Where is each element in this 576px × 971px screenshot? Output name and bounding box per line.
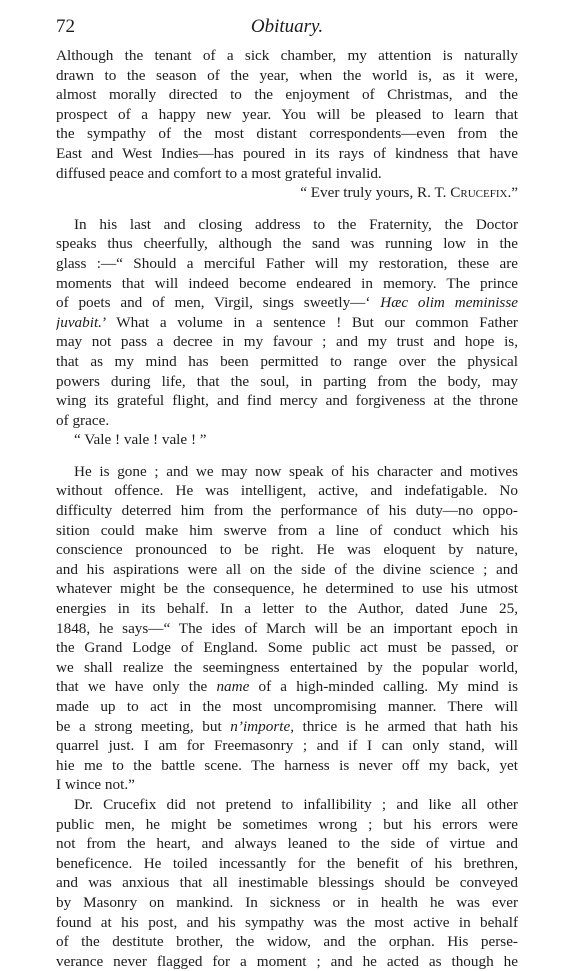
text-line: He is gone ; and we may now speak of his character and motives (74, 462, 518, 480)
letter-paragraph (56, 46, 518, 203)
running-title: Obituary. (250, 16, 324, 37)
letter-signature (56, 183, 518, 203)
text-run: of poets and of men, Virgil, sings sweetly—‘ (56, 294, 381, 312)
text-line: found at his post, and his sympathy was the most active in behalf (56, 913, 518, 931)
signature-end: .” (507, 184, 518, 202)
text-line: I wince not.” (56, 776, 135, 794)
latin-quote-end: juvabit. (56, 313, 102, 331)
text-line: prospect of a happy new year. You will be pleased to learn that (56, 105, 518, 123)
paragraph-character (56, 462, 518, 795)
text-line: almost morally directed to the enjoyment of Christmas, and the (56, 86, 518, 104)
text-line: sition could make him swerve from a line of conduct which his (56, 521, 518, 539)
text-line: wing its grateful flight, and find mercy and forgiveness at the throne (56, 392, 518, 410)
text-line: by Masonry on mankind. In sickness or in health he was ever (56, 893, 518, 911)
text-line: Dr. Crucefix did not pretend to infallibility ; and like all other (74, 795, 518, 813)
text-line: drawn to the season of the year, when the world is, as it were, (56, 66, 518, 84)
text-run: be a strong meeting, but (56, 717, 231, 735)
text-line: “ Vale ! vale ! vale ! ” (74, 431, 207, 449)
emphasis: n’importe, (230, 717, 294, 735)
text-line: not from the heart, and always leaned to the side of virtue and (56, 835, 518, 853)
text-line: we shall realize the seemingness entertained by the popular world, (56, 658, 518, 676)
text-line: hie me to the battle scene. The harness is never off my back, yet (56, 756, 518, 774)
text-run: thrice is he armed that hath his (294, 717, 518, 735)
text-run: of a high-minded calling. My mind is (249, 678, 518, 696)
paragraph-gap (56, 450, 518, 462)
text-line: East and West Indies—has poured in its rays of kindness that have (56, 144, 518, 162)
text-run: that we have only the (56, 678, 217, 696)
text-line: moments that will indeed become endeared in memory. The prince (56, 274, 518, 292)
text-line: 1848, he says—“ The ides of March will be an important epoch in (56, 619, 518, 637)
paragraph-gap (56, 203, 518, 215)
text-line: may not pass a decree in my favour ; and my trust and hope is, (56, 333, 518, 351)
text-line: conscience pronounced to be right. He was eloquent by nature, (56, 541, 518, 559)
text-line: made up to act in the most uncompromising manner. There will (56, 698, 518, 715)
text-line: the Grand Lodge of England. Some public act must be passed, or (56, 639, 518, 657)
text-line: quarrel just. I am for Freemasonry ; and if I can only stand, will (56, 737, 518, 755)
text-line (56, 293, 518, 313)
text-line (56, 677, 518, 697)
text-line: Although the tenant of a sick chamber, my attention is naturally (56, 47, 518, 64)
body-text (56, 46, 518, 971)
signature-text: “ Ever truly yours, R. T. (300, 184, 451, 202)
text-line: glass :—“ Should a merciful Father will my restoration, these are (56, 254, 518, 272)
text-line: difficulty deterred him from the performance of his duty—no oppo- (56, 502, 518, 520)
page-number: 72 (56, 16, 75, 37)
text-line: of the destitute brother, the widow, and the orphan. His perse- (56, 933, 518, 951)
text-line: speaks thus cheerfully, although the sand was running low in the (56, 235, 518, 253)
text-line: diffused peace and comfort to a most grateful invalid. (56, 164, 382, 182)
text-line (56, 313, 518, 333)
signature-name: Crucefix (450, 184, 508, 202)
text-line: public men, he might be sometimes wrong ; but his errors were (56, 815, 518, 833)
text-line: and was anxious that all inestimable blessings should be conveyed (56, 874, 518, 892)
paragraph-closing-address (56, 215, 518, 450)
text-line: without offence. He was intelligent, active, and indefatigable. No (56, 482, 518, 500)
text-line: the sympathy of the most distant correspondents—even from the (56, 125, 518, 143)
emphasis: name (216, 678, 250, 696)
text-line: In his last and closing address to the Fraternity, the Doctor (74, 215, 518, 233)
latin-quote: Hæc olim meminisse (380, 294, 518, 312)
text-line: whatever might be the consequence, he determined to use his utmost (56, 580, 518, 598)
page-header (56, 16, 518, 40)
text-line: that as my mind has been permitted to range over the physical (56, 352, 518, 370)
text-line: of grace. (56, 411, 110, 429)
text-line (56, 717, 518, 737)
text-line: and his aspirations were all on the side of the divine science ; and (56, 560, 518, 578)
text-line: verance never flagged for a moment ; and he acted as though he (56, 952, 518, 970)
text-line: energies in its behalf. In a letter to the Author, dated June 25, (56, 600, 518, 618)
paragraph-infallibility (56, 795, 518, 971)
text-line: beneficence. He toiled incessantly for the benefit of his brethren, (56, 854, 518, 872)
text-line: powers during life, that the soul, in parting from the body, may (56, 372, 518, 390)
text-run: ’ What a volume in a sentence ! But our common Father (101, 313, 518, 331)
